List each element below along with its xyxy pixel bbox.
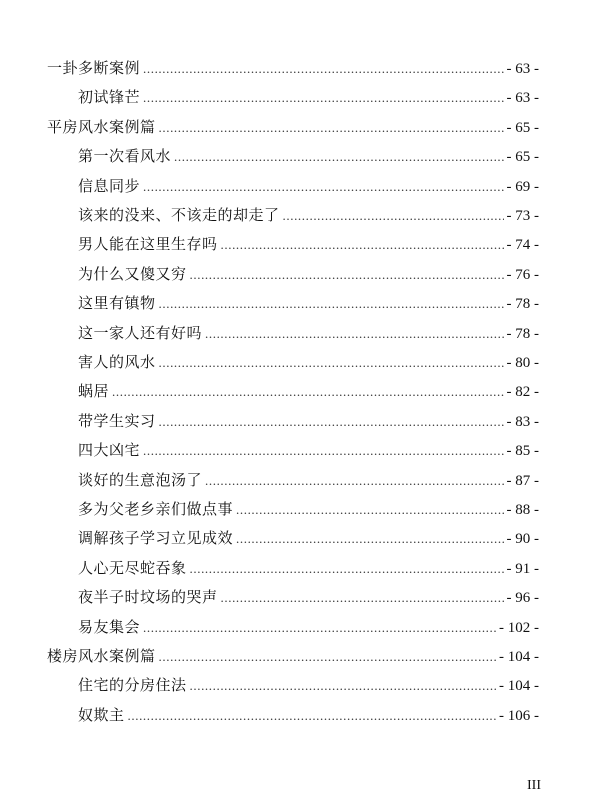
toc-entry-title: 蜗居: [78, 382, 110, 401]
toc-entry[interactable]: [78, 409, 539, 433]
toc-entry[interactable]: [78, 497, 539, 521]
toc-entry-page: - 83 -: [506, 413, 539, 430]
toc-entry-page: - 91 -: [506, 560, 539, 577]
toc-entry-title: 夜半子时坟场的哭声: [78, 588, 218, 607]
toc-entry-page: - 69 -: [506, 178, 539, 195]
toc-entry-title: 这里有镇物: [78, 294, 156, 313]
toc-entry-page: - 78 -: [506, 296, 539, 313]
toc-entry[interactable]: [78, 438, 539, 462]
toc-dot-leader: [236, 527, 503, 551]
toc-entry[interactable]: [78, 262, 539, 286]
toc-entry-page: - 88 -: [506, 502, 539, 518]
toc-entry-page: - 104 -: [499, 678, 539, 695]
toc-dot-leader: [143, 57, 503, 81]
toc-entry-title: 这一家人还有好吗: [78, 323, 203, 342]
toc-entry-title: 调解孩子学习立见成效: [78, 529, 234, 548]
toc-entry-page: - 82 -: [506, 384, 539, 401]
toc-entry-title: 四大凶宅: [78, 441, 141, 460]
toc-entry[interactable]: [78, 468, 539, 492]
toc-entry-title: 带学生实习: [78, 411, 156, 430]
toc-entry-page: - 96 -: [506, 590, 539, 607]
toc-entry-page: - 65 -: [506, 119, 539, 136]
toc-dot-leader: [221, 586, 504, 610]
toc-entry[interactable]: [78, 379, 539, 403]
toc-dot-leader: [190, 557, 504, 581]
toc-entry-page: - 87 -: [506, 472, 539, 489]
toc-dot-leader: [143, 439, 503, 463]
toc-entry-title: 该来的没来、不该走的却走了: [78, 206, 280, 224]
toc-entry[interactable]: [78, 174, 539, 198]
toc-dot-leader: [174, 145, 503, 169]
toc-dot-leader: [159, 351, 504, 375]
toc-entry[interactable]: [78, 232, 539, 256]
toc-entry[interactable]: [78, 585, 539, 609]
page-number: III: [527, 778, 541, 793]
toc-entry-page: - 76 -: [506, 266, 539, 283]
toc-entry-title: 谈好的生意泡汤了: [78, 470, 203, 489]
toc-dot-leader: [236, 498, 503, 522]
toc-entry-page: - 106 -: [499, 707, 539, 724]
toc-entry-title: 奴欺主: [78, 705, 125, 724]
toc-entry-title: 男人能在这里生存吗: [78, 235, 218, 254]
toc-entry-page: - 63 -: [506, 61, 539, 77]
toc-dot-leader: [190, 263, 504, 287]
toc-dot-leader: [190, 674, 496, 698]
toc-section-entry[interactable]: [47, 56, 539, 80]
toc-entry[interactable]: [78, 673, 539, 697]
toc-dot-leader: [112, 380, 503, 404]
toc-entry-page: - 63 -: [506, 90, 539, 107]
toc-entry-page: - 74 -: [506, 237, 539, 254]
toc-entry-page: - 73 -: [506, 208, 539, 224]
toc-dot-leader: [205, 469, 503, 493]
toc-dot-leader: [128, 704, 496, 728]
toc-entry-page: - 85 -: [506, 443, 539, 460]
toc-entry-page: - 90 -: [506, 531, 539, 548]
toc-entry-title: 第一次看风水: [78, 147, 172, 166]
toc-dot-leader: [159, 645, 496, 669]
toc-entry-page: - 78 -: [506, 325, 539, 342]
toc-dot-leader: [159, 410, 504, 434]
toc-entry-page: - 65 -: [506, 149, 539, 166]
toc-entry-title: 初试锋芒: [78, 88, 141, 107]
toc-dot-leader: [283, 204, 504, 228]
toc-entry[interactable]: [78, 291, 539, 315]
toc-section-entry[interactable]: [47, 115, 539, 139]
toc-dot-leader: [221, 233, 504, 257]
toc-entry-title: 为什么又傻又穷: [78, 264, 187, 283]
toc-entry[interactable]: [78, 321, 539, 345]
toc-entry-title: 信息同步: [78, 176, 141, 195]
toc-entry[interactable]: [78, 556, 539, 580]
toc-entry-page: - 80 -: [506, 355, 539, 371]
toc-dot-leader: [143, 175, 503, 199]
toc-entry-title: 平房风水案例篇: [47, 117, 156, 136]
toc-entry[interactable]: [78, 703, 539, 727]
toc-entry[interactable]: [78, 85, 539, 109]
toc-entry[interactable]: [78, 203, 539, 227]
toc-entry[interactable]: [78, 350, 539, 374]
toc-entry[interactable]: [78, 526, 539, 550]
toc-entry-title: 楼房风水案例篇: [47, 647, 156, 665]
toc-dot-leader: [159, 116, 504, 140]
toc-entry-title: 易友集会: [78, 617, 141, 636]
toc-entry-title: 害人的风水: [78, 353, 156, 371]
toc-entry[interactable]: [78, 144, 539, 168]
toc-section-entry[interactable]: [47, 644, 539, 668]
toc-entry-title: 住宅的分房住法: [78, 676, 187, 695]
toc-entry[interactable]: [78, 615, 539, 639]
toc-dot-leader: [205, 322, 503, 346]
toc-entry-page: - 102 -: [499, 619, 539, 636]
toc-entry-title: 人心无尽蛇吞象: [78, 558, 187, 577]
toc-dot-leader: [143, 616, 496, 640]
toc-entry-page: - 104 -: [499, 649, 539, 665]
toc-entry-title: 一卦多断案例: [47, 59, 141, 77]
toc-entry-title: 多为父老乡亲们做点事: [78, 500, 234, 518]
toc-dot-leader: [143, 86, 503, 110]
toc-dot-leader: [159, 292, 504, 316]
